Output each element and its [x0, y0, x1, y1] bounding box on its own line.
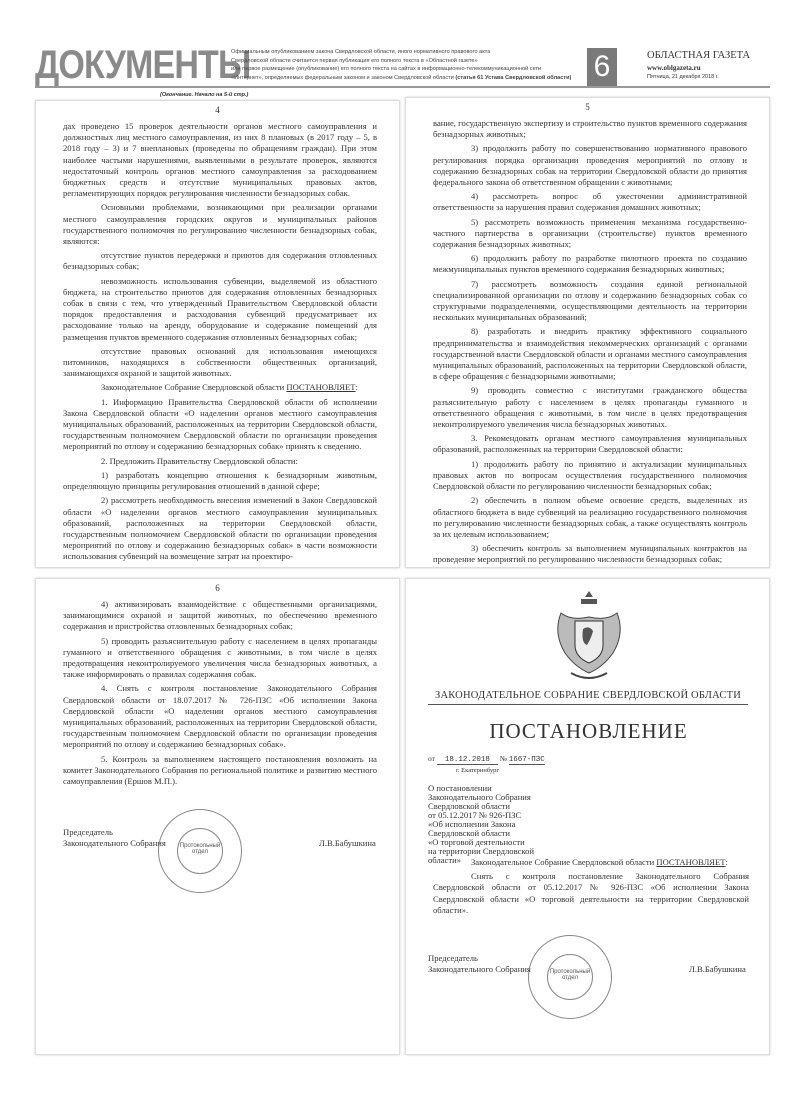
signature-title: [63, 827, 166, 849]
resolves-word: ПОСТАНОВЛЯЕТ: [286, 382, 356, 393]
notice-line: «Интернет», определяемых федеральным законом и законом Свердловской области: [231, 74, 456, 81]
page-num: 4: [215, 105, 220, 115]
num-prefix: №: [499, 754, 507, 763]
paragraph: 7) рассмотреть возможность создания единой региональной специализированной организации по отлову и содержанию безнадзорных собак со структурными подразделениями, осуществляющими деятельность на территории нескольких муниципальных образований;: [433, 278, 747, 323]
paragraph: 2. Предложить Правительству Свердловской области:: [101, 455, 298, 466]
subject-line: Свердловской области: [428, 828, 511, 838]
stamp-center: Протокольный отдел: [177, 828, 223, 874]
notice-line: Свердловской области считается первая публикация его полного текста в «Областной газете»: [231, 57, 478, 64]
document-subject: [428, 784, 578, 865]
paragraph: вание, государственную экспертизу и строительство пунктов временного содержания безнадзорных животных;: [433, 118, 747, 140]
sign-title-1: Председатель: [428, 953, 478, 963]
city: г. Екатеринбург: [456, 767, 500, 774]
document-title: ПОСТАНОВЛЕНИЕ: [489, 719, 688, 743]
resolves-word: ПОСТАНОВЛЯЕТ: [656, 857, 726, 867]
issue-date: Пятница, 21 декабря 2018 г.: [647, 74, 719, 80]
subject-line: Законодательного Собрания: [428, 792, 531, 802]
paragraph: 5) рассмотреть возможность применения механизма государственно-частного партнерства в организации (строительстве) пунктов временного содержания безнадзорных животных;: [433, 216, 747, 250]
sign-title-2: Законодательного Собрания: [428, 964, 531, 974]
page-number: 6: [587, 48, 617, 86]
continuation-note: (Окончание. Начало на 5-й стр.): [160, 92, 249, 98]
subject-line: «О торговой деятельности: [428, 837, 525, 847]
signer-name: Л.В.Бабушкина: [319, 838, 376, 848]
paragraph: 4) активизировать взаимодействие с общественными организациями, занимающимися охраной и защитой животных, по обеспечению временного содержания и пристройства отловленных безнадзорных собак;: [63, 599, 377, 632]
resolves-prefix: Законодательное Собрание Свердловской области: [471, 857, 657, 867]
publication-notice: [231, 48, 621, 82]
paragraph: 1. Информацию Правительства Свердловской области об исполнении Закона Свердловской области «О наделении органов местного самоуправления муниципальных образований, расположенных на территории Свердловской области, государственным полномочием Свердловской области по организации проведения мероприятий по отлову и содержанию безнадзорных собак» принять к сведению.: [63, 396, 377, 452]
subject-line: Свердловской области: [428, 801, 511, 811]
signature-title: [428, 953, 531, 975]
paragraph: 2) рассмотреть необходимость внесения изменений в Закон Свердловской области «О наделении органов местного самоуправления муниципальных образований, расположенных на территории Свердловской области, государственным полномочием Свердловской области по организации проведения мероприятий по отлову и содержанию безнадзорных собак» в части возможности использования субвенций на возмещение затрат на проектиро-: [63, 495, 377, 562]
document-number: 1667-ПЗС: [508, 756, 545, 764]
sign-title-2: Законодательного Собрания: [63, 838, 166, 848]
seal-stamp: [528, 935, 612, 1019]
page-num: 6: [215, 583, 220, 593]
paragraph: 2) обеспечить в полном объеме освоение средств, выделенных из областного бюджета в виде субвенций на реализацию государственного полномочия по регулированию численности безнадзорных собак, а также осуществлять контроль за их целевым использованием;: [433, 495, 747, 539]
seal-stamp: [158, 809, 242, 893]
document-date-number: [428, 754, 545, 764]
paragraph: 8) разработать и внедрить практику эффективного социального предпринимательства и взаимодействия некоммерческих организаций с органами государственной власти Свердловской области и органами местного самоуправления муниципальных образований, расположенных на территории Свердловской области, в сфере обращения с безнадзорными животными;: [433, 326, 747, 382]
paragraph: отсутствие правовых оснований для использования имеющихся питомников, находящихся в собственности общественных организаций, занимающихся охраной и защитой животных.: [63, 345, 377, 379]
paragraph: отсутствие пунктов передержки и приютов для содержания отловленных безнадзорных собак;: [63, 250, 377, 272]
document-page-5: [405, 97, 770, 568]
coat-of-arms-icon: [551, 587, 627, 687]
paragraph: 3) продолжить работу по совершенствованию нормативного правового регулирования порядка организации проведения мероприятий по отлову и содержанию безнадзорных собак на территории Свердловской области до принятия федерального закона об ответственном обращении с животными;: [433, 143, 747, 188]
paragraph: 1) разработать концепцию отношения к безнадзорным животным, определяющую принципы регулирования отношений в данной сфере;: [63, 469, 377, 492]
subject-line: области»: [428, 855, 462, 865]
paragraph: 1) продолжить работу по принятию и актуализации муниципальных правовых актов по вопросам осуществления государственного полномочия Свердловской области по регулированию численности безнадзорных собак;: [433, 458, 747, 492]
signer-name: Л.В.Бабушкина: [689, 964, 746, 974]
subject-line: О постановлении: [428, 783, 492, 793]
paragraph: дах проведено 15 проверок деятельности органов местного самоуправления и должностных лиц местного самоуправления, из них 8 плановых (в 2017 году – 5, в 2018 году – 3) и 7 внеплановых (проведены по обращениям граждан). При этом наиболее частыми нарушениями, выявленными в результате проверок, являются недостаточный контроль органов местного самоуправления за расходованием бюджетных средств и отсутствие муниципальных правовых актов, регламентирующих порядок регулирования численности безнадзорных собак.: [63, 121, 377, 199]
subject-line: от 05.12.2017 № 926-ПЗС: [428, 810, 522, 820]
newspaper-header: [35, 44, 770, 88]
paragraph: 4) рассмотреть вопрос об ужесточении административной ответственности за нарушения правил содержания домашних животных;: [433, 191, 747, 213]
colon: :: [725, 857, 728, 867]
resolves-line: [63, 382, 377, 393]
resolves-line: [433, 857, 749, 868]
date-prefix: от: [428, 754, 435, 763]
notice-line: Официальным опубликованием закона Свердловской области, иного нормативного правового акта: [231, 49, 491, 55]
paragraph: Основными проблемами, возникающими при реализации органами местного самоуправления городских округов и муниципальных районов государственного полномочия по регулированию численности безнадзорных собак, являются:: [63, 202, 377, 247]
notice-bold: (статья 61 Устава Свердловской области): [455, 74, 572, 81]
page-num: 5: [585, 102, 590, 112]
sign-title-1: Председатель: [63, 827, 113, 837]
paragraph: 9) проводить совместно с институтами гражданского общества разъяснительную работу с населением в целях пропаганды гуманного и ответственного обращения с животными, в том числе в целях предотвращения неконтролируемого увеличения числа безнадзорных животных.: [433, 385, 747, 430]
document-page-7: [405, 578, 770, 1055]
paragraph: 3. Рекомендовать органам местного самоуправления муниципальных образований, расположенных на территории Свердловской области:: [433, 433, 747, 455]
resolves-prefix: Законодательное Собрание Свердловской области: [101, 382, 287, 393]
paragraph: Снять с контроля постановление Законодательного Собрания Свердловской области от 05.12.2017 № 926-ПЗС «Об исполнении Закона Свердловской области «О торговой деятельности на территории Свердловской области».: [433, 871, 749, 915]
section-title: ДОКУМЕНТЫ: [35, 43, 251, 87]
document-page-6: [35, 578, 400, 1055]
website-link[interactable]: www.oblgazeta.ru: [647, 64, 701, 72]
document-body: [406, 857, 770, 919]
colon: :: [355, 382, 358, 393]
paragraph: 6) продолжить работу по разработке пилотного проекта по созданию межмуниципальных пунктов временного содержания безнадзорных животных;: [433, 253, 747, 275]
document-page-4: [35, 100, 400, 568]
document-date: 18.12.2018: [437, 756, 498, 765]
newspaper-name: ОБЛАСТНАЯ ГАЗЕТА: [647, 50, 751, 61]
organization-name: ЗАКОНОДАТЕЛЬНОЕ СОБРАНИЕ СВЕРДЛОВСКОЙ ОБЛАСТИ: [428, 690, 748, 705]
subject-line: на территории Свердловской: [428, 846, 535, 856]
stamp-center: Протокольный отдел: [547, 954, 593, 1000]
paragraph: невозможность использования субвенции, выделяемой из областного бюджета, на строительство приютов для содержания отловленных безнадзорных собак в связи с тем, что утвержденный Правительством Свердловской области порядок предоставления и расходования субвенций предусматривает их расходование только на аренду, оборудование и содержание помещений для размещения пунктов временного содержания отловленных безнадзорных собак;: [63, 275, 377, 342]
paragraph: 5) проводить разъяснительную работу с населением в целях пропаганды гуманного и ответственного обращения с животными, в том числе в целях предотвращения неконтролируемого увеличения числа безнадзорных животных, а также информировать о правилах содержания собак.: [63, 635, 377, 680]
subject-line: «Об исполнении Закона: [428, 819, 516, 829]
paragraph: 4. Снять с контроля постановление Законодательного Собрания Свердловской области от 18.07.2017 № 726-ПЗС «Об исполнении Закона Свердловской области «О наделении органов местного самоуправления муниципальных образований, расположенных на территории Свердловской области, государственным полномочием Свердловской области по организации проведения мероприятий по отлову и содержанию безнадзорных собак».: [63, 683, 377, 750]
paragraph: 5. Контроль за выполнением настоящего постановления возложить на комитет Законодательного Собрания по региональной политике и развитию местного самоуправления (Ершов М.П.).: [63, 753, 377, 787]
notice-line: или первое размещение (опубликование) его полного текста на сайтах в информационно-телекоммуникационной сети: [231, 66, 542, 73]
paragraph: 3) обеспечить контроль за выполнением муниципальных контрактов на проведение мероприятий по регулированию численности безнадзорных собак;: [433, 543, 747, 565]
